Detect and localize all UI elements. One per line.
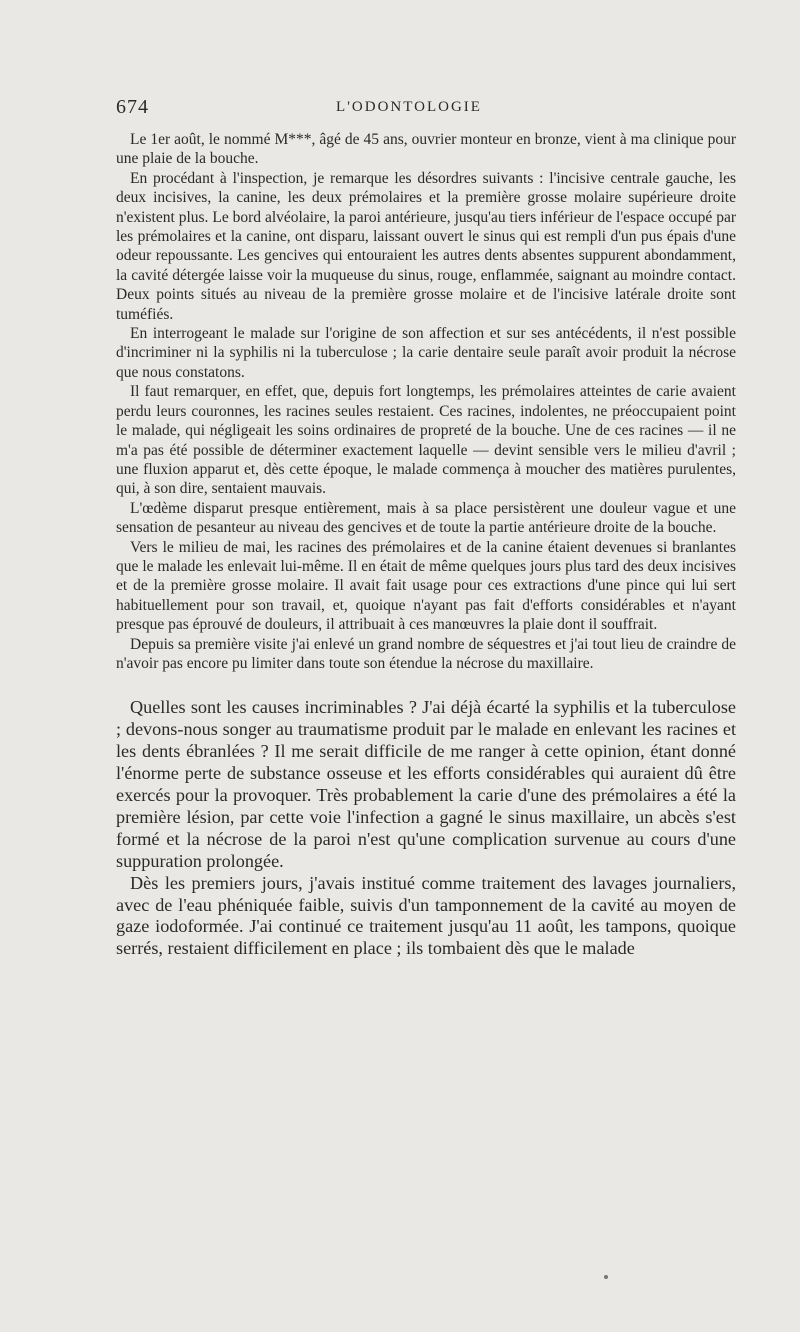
large-type-section <box>116 697 736 960</box>
paragraph: Il faut remarquer, en effet, que, depuis fort longtemps, les prémolaires atteintes de carie avaient perdu leurs couronnes, les racines seules restaient. Ces racines, indolentes, ne préoccupaient point le malade, qui négligeait les soins ordinaires de propreté de la bouche. Une de ces racines — il ne m'a pas été possible de déterminer exactement laquelle — devint sensible vers le milieu d'avril ; une fluxion apparut et, dès cette époque, le malade commença à moucher des matières purulentes, qui, à son dire, sentaient mauvais. <box>116 383 736 498</box>
body-text <box>116 130 736 960</box>
paper-speck <box>604 1275 608 1279</box>
small-type-section <box>116 130 736 673</box>
paragraph: En interrogeant le malade sur l'origine de son affection et sur ses antécédents, il n'est possible d'incriminer ni la syphilis ni la tuberculose ; la carie dentaire seule paraît avoir produit la nécrose que nous constatons. <box>116 325 736 381</box>
page-number: 674 <box>116 96 149 118</box>
paragraph: Vers le milieu de mai, les racines des prémolaires et de la canine étaient devenues si branlantes que le malade les enlevait lui-même. Il en était de même quelques jours plus tard des deux incisives et de la première grosse molaire. Il avait fait usage pour ces extractions d'une pince qui lui sert habituellement pour son travail, et, quoique n'ayant pas fait d'efforts considérables et n'ayant presque pas éprouvé de douleurs, il attribuait à ces manœuvres la plaie dont il souffrait. <box>116 538 736 634</box>
running-head: L'ODONTOLOGIE <box>336 99 482 115</box>
paragraph: Le 1er août, le nommé M***, âgé de 45 ans, ouvrier monteur en bronze, vient à ma clinique pour une plaie de la bouche. <box>116 131 736 168</box>
page-header <box>116 96 702 124</box>
paragraph: Depuis sa première visite j'ai enlevé un grand nombre de séquestres et j'ai tout lieu de craindre de n'avoir pas encore pu limiter dans toute son étendue la nécrose du maxillaire. <box>116 635 736 672</box>
paragraph: Dès les premiers jours, j'avais institué comme traitement des lavages journaliers, avec de l'eau phéniquée faible, suivis d'un tamponnement de la cavité au moyen de gaze iodoformée. J'ai continué ce traitement jusqu'au 11 août, les tampons, quoique serrés, restaient difficilement en place ; ils tombaient dès que le malade <box>116 872 736 959</box>
paragraph: L'œdème disparut presque entièrement, mais à sa place persistèrent une douleur vague et une sensation de pesanteur au niveau des gencives et de toute la partie antérieure droite de la bouche. <box>116 499 736 537</box>
paragraph: Quelles sont les causes incriminables ? J'ai déjà écarté la syphilis et la tuberculose ; devons-nous songer au traumatisme produit par le malade en enlevant les racines et les dents ébranlées ? Il me serait difficile de me ranger à cette opinion, étant donné l'énorme perte de substance osseuse et les efforts considérables qui auraient dû être exercés pour la provoquer. Très probablement la carie d'une des prémolaires a été la première lésion, par cette voie l'infection a gagné le sinus maxillaire, un abcès s'est formé et la nécrose de la paroi n'est qu'une complication survenue au cours d'une suppuration prolongée. <box>116 697 736 871</box>
paragraph: En procédant à l'inspection, je remarque les désordres suivants : l'incisive centrale gauche, les deux incisives, la canine, les deux prémolaires et la première grosse molaire supérieure droite n'existent plus. Le bord alvéolaire, la paroi antérieure, jusqu'au tiers inférieur de l'espace occupé par les prémolaires et la canine, ont disparu, laissant ouvert le sinus qui est rempli d'un pus épais d'une odeur repoussante. Les gencives qui entouraient les autres dents absentes suppurent abondamment, la cavité détergée laisse voir la muqueuse du sinus, rouge, enflammée, saignant au moindre contact. Deux points situés au niveau de la première grosse molaire et de l'incisive latérale droite sont tuméfiés. <box>116 169 736 323</box>
